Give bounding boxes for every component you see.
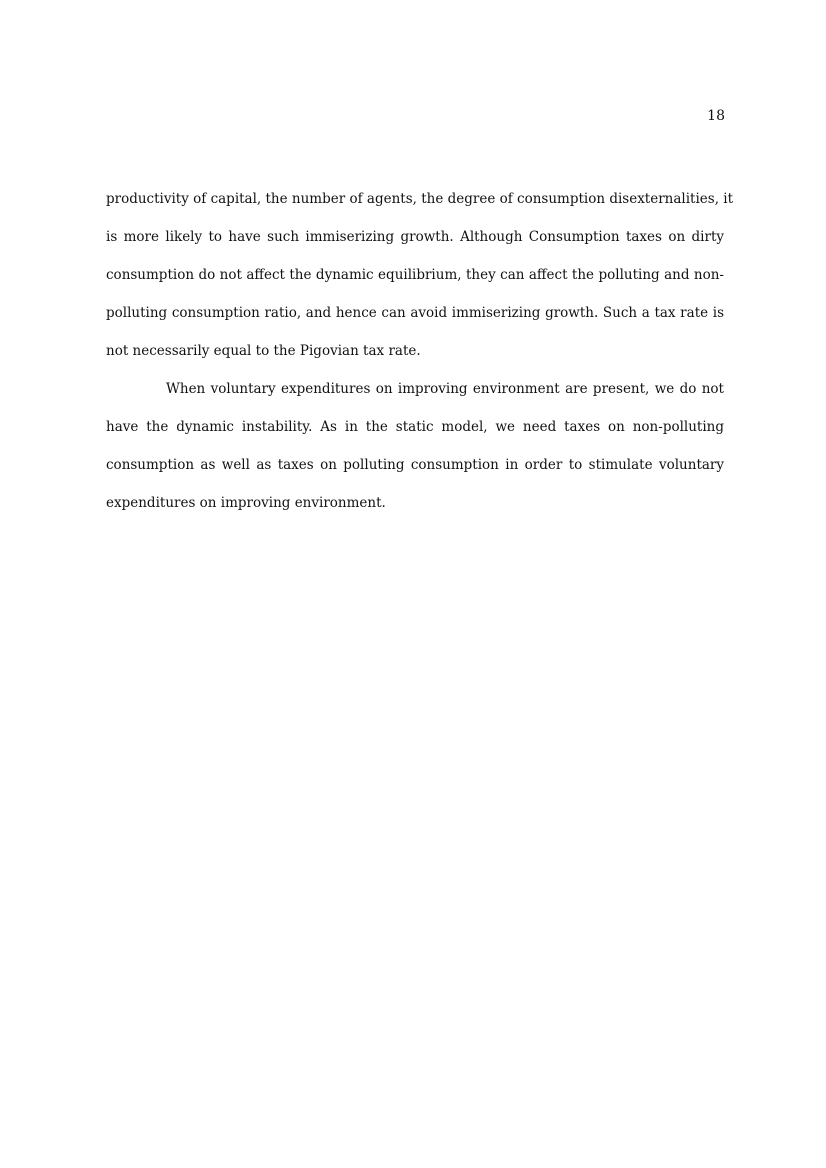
paragraph-1 (106, 180, 734, 370)
text-line: consumption do not affect the dynamic equilibrium, they can affect the polluting and non- (106, 267, 724, 283)
text-line: expenditures on improving environment. (106, 495, 386, 511)
text-line: polluting consumption ratio, and hence can avoid immiserizing growth. Such a tax rate is (106, 305, 724, 321)
text-line: productivity of capital, the number of agents, the degree of consumption disexternalities, it (106, 191, 734, 207)
text-line: not necessarily equal to the Pigovian tax rate. (106, 343, 421, 359)
body-text (106, 180, 734, 522)
text-line: have the dynamic instability. As in the static model, we need taxes on non-polluting (106, 419, 724, 435)
text-line: is more likely to have such immiserizing growth. Although Consumption taxes on dirty (106, 229, 724, 245)
paragraph-2 (106, 370, 724, 522)
page-number: 18 (707, 108, 725, 124)
text-line: When voluntary expenditures on improving environment are present, we do not (166, 381, 724, 397)
text-line: consumption as well as taxes on polluting consumption in order to stimulate voluntary (106, 457, 724, 473)
